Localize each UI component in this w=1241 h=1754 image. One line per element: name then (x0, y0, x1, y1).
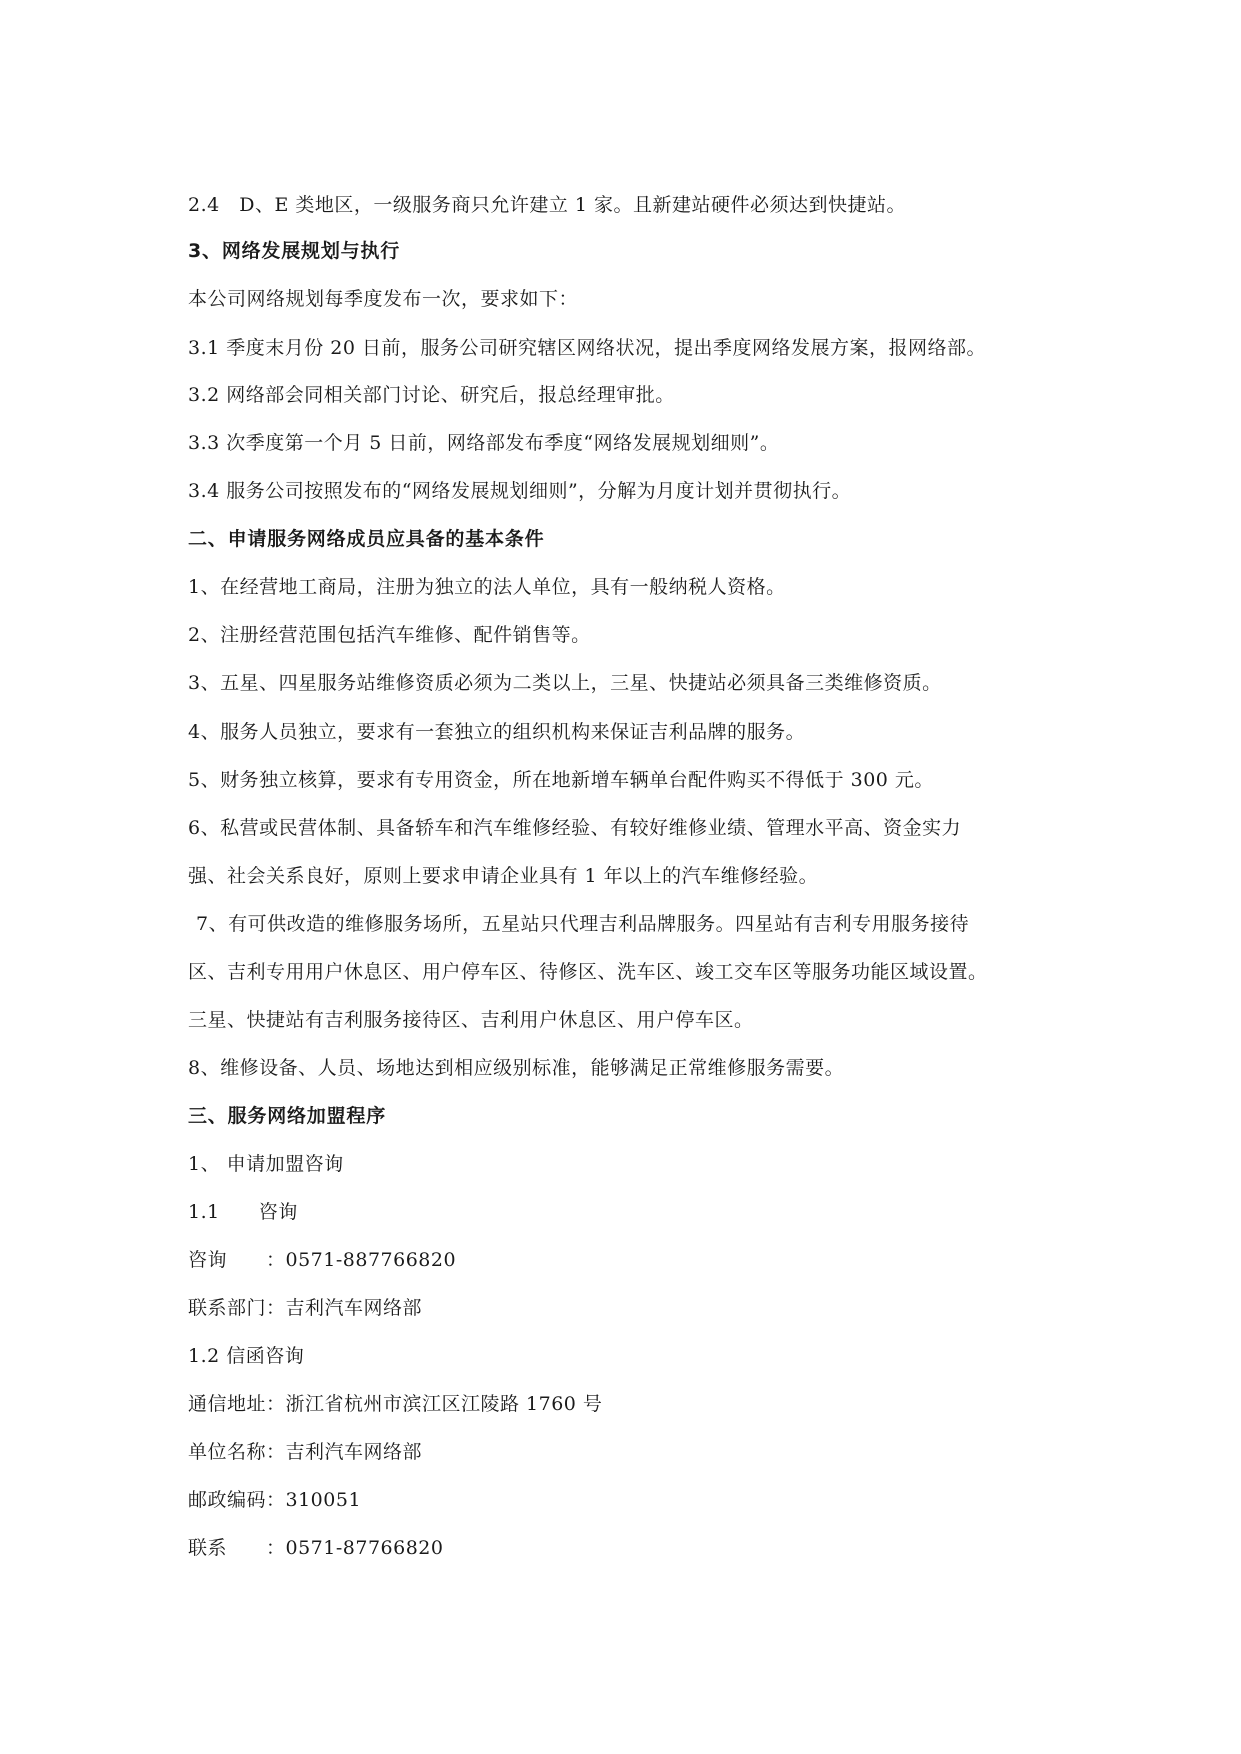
step-1-consultation: 1、 申请加盟咨询 (188, 1153, 344, 1175)
condition-5: 5、财务独立核算，要求有专用资金，所在地新增车辆单台配件购买不得低于 300 元。 (188, 769, 934, 791)
consult-phone: 咨询 ：0571-887766820 (188, 1249, 457, 1271)
condition-1: 1、在经营地工商局，注册为独立的法人单位，具有一般纳税人资格。 (188, 576, 786, 598)
heading-network-planning: 3、网络发展规划与执行 (188, 240, 401, 262)
step-1-1-consult: 1.1 咨询 (188, 1201, 298, 1223)
mailing-address: 通信地址：浙江省杭州市滨江区江陵路 1760 号 (188, 1393, 603, 1415)
contact-department: 联系部门：吉利汽车网络部 (188, 1297, 423, 1319)
condition-7-line-3: 三星、快捷站有吉利服务接待区、吉利用户休息区、用户停车区。 (188, 1009, 754, 1031)
paragraph-3-3: 3.3 次季度第一个月 5 日前，网络部发布季度“网络发展规划细则”。 (188, 432, 780, 454)
condition-6-line-2: 强、社会关系良好，原则上要求申请企业具有 1 年以上的汽车维修经验。 (188, 865, 819, 887)
unit-name: 单位名称：吉利汽车网络部 (188, 1441, 423, 1463)
condition-2: 2、注册经营范围包括汽车维修、配件销售等。 (188, 624, 591, 646)
step-1-2-letter-consult: 1.2 信函咨询 (188, 1345, 305, 1367)
paragraph-3-2: 3.2 网络部会同相关部门讨论、研究后，报总经理审批。 (188, 384, 675, 406)
heading-joining-procedure: 三、服务网络加盟程序 (188, 1105, 387, 1127)
condition-8: 8、维修设备、人员、场地达到相应级别标准，能够满足正常维修服务需要。 (188, 1057, 845, 1079)
condition-4: 4、服务人员独立，要求有一套独立的组织机构来保证吉利品牌的服务。 (188, 721, 806, 743)
condition-3: 3、五星、四星服务站维修资质必须为二类以上，三星、快捷站必须具备三类维修资质。 (188, 672, 942, 694)
postal-code: 邮政编码：310051 (188, 1489, 362, 1511)
paragraph-3-4: 3.4 服务公司按照发布的“网络发展规划细则”，分解为月度计划并贯彻执行。 (188, 480, 852, 502)
contact-phone: 联系 ：0571-87766820 (188, 1537, 444, 1559)
heading-basic-conditions: 二、申请服务网络成员应具备的基本条件 (188, 528, 545, 550)
paragraph-2-4: 2.4 D、E 类地区，一级服务商只允许建立 1 家。且新建站硬件必须达到快捷站。 (188, 194, 907, 216)
paragraph-planning-intro: 本公司网络规划每季度发布一次，要求如下： (188, 288, 579, 310)
paragraph-3-1: 3.1 季度末月份 20 日前，服务公司研究辖区网络状况，提出季度网络发展方案，报网络部。 (188, 337, 987, 359)
condition-6-line-1: 6、私营或民营体制、具备轿车和汽车维修经验、有较好维修业绩、管理水平高、资金实力 (188, 817, 962, 839)
condition-7-line-1: 7、有可供改造的维修服务场所，五星站只代理吉利品牌服务。四星站有吉利专用服务接待 (196, 913, 970, 935)
condition-7-line-2: 区、吉利专用用户休息区、用户停车区、待修区、洗车区、竣工交车区等服务功能区域设置。 (188, 961, 988, 983)
